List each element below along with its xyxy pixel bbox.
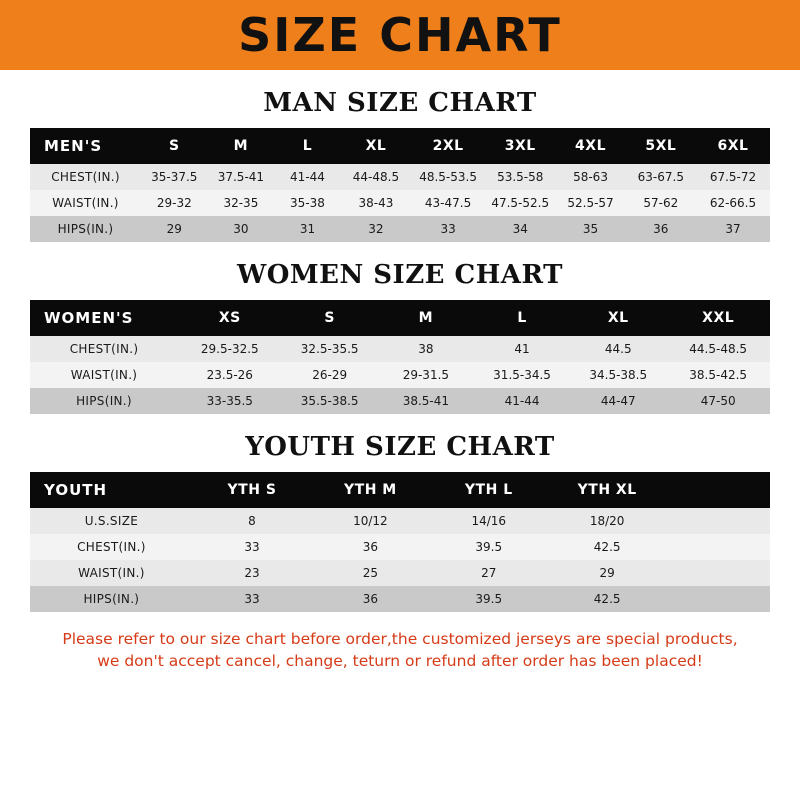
youth-chest-xl: 42.5 (548, 534, 666, 560)
youth-header-s: YTH S (193, 472, 311, 508)
men-chest-s: 35-37.5 (141, 164, 208, 190)
youth-ussize-xl: 18/20 (548, 508, 666, 534)
women-row-label-chest: CHEST(IN.) (30, 336, 178, 362)
men-section-title: MAN SIZE CHART (263, 88, 537, 118)
men-header-label: MEN'S (30, 128, 141, 164)
men-chest-3xl: 53.5-58 (485, 164, 555, 190)
table-row (30, 534, 770, 560)
table-header-row (30, 128, 770, 164)
youth-hips-xl: 42.5 (548, 586, 666, 612)
women-waist-xl: 34.5-38.5 (570, 362, 666, 388)
men-header-m: M (208, 128, 275, 164)
youth-size-table (30, 472, 770, 612)
youth-row-label-hips: HIPS(IN.) (30, 586, 193, 612)
youth-header-label: YOUTH (30, 472, 193, 508)
women-chest-l: 41 (474, 336, 570, 362)
men-waist-xl: 38-43 (341, 190, 411, 216)
youth-header-blank (666, 472, 770, 508)
women-hips-xl: 44-47 (570, 388, 666, 414)
women-hips-xxl: 47-50 (666, 388, 770, 414)
men-header-5xl: 5XL (626, 128, 696, 164)
men-header-l: L (274, 128, 341, 164)
footer-note-line-2: we don't accept cancel, change, teturn or refund after order has been placed! (97, 652, 703, 671)
youth-hips-blank (666, 586, 770, 612)
women-header-s: S (282, 300, 378, 336)
youth-waist-s: 23 (193, 560, 311, 586)
youth-chest-blank (666, 534, 770, 560)
footer-note-line-1: Please refer to our size chart before order,the customized jerseys are special products, (62, 630, 738, 648)
youth-table-wrap (0, 472, 800, 612)
men-waist-m: 32-35 (208, 190, 275, 216)
women-chest-xs: 29.5-32.5 (178, 336, 282, 362)
women-header-m: M (378, 300, 474, 336)
youth-chest-s: 33 (193, 534, 311, 560)
youth-section-title: YOUTH SIZE CHART (245, 432, 555, 462)
women-waist-m: 29-31.5 (378, 362, 474, 388)
table-row (30, 216, 770, 242)
men-header-6xl: 6XL (696, 128, 770, 164)
men-hips-s: 29 (141, 216, 208, 242)
women-section-title: WOMEN SIZE CHART (237, 260, 563, 290)
youth-waist-l: 27 (430, 560, 548, 586)
youth-row-label-chest: CHEST(IN.) (30, 534, 193, 560)
men-size-table (30, 128, 770, 242)
table-header-row (30, 300, 770, 336)
footer-note (0, 628, 800, 673)
men-waist-4xl: 52.5-57 (555, 190, 625, 216)
women-header-xxl: XXL (666, 300, 770, 336)
table-row (30, 190, 770, 216)
youth-hips-s: 33 (193, 586, 311, 612)
men-waist-5xl: 57-62 (626, 190, 696, 216)
women-row-label-hips: HIPS(IN.) (30, 388, 178, 414)
youth-header-m: YTH M (311, 472, 429, 508)
women-chest-xl: 44.5 (570, 336, 666, 362)
men-header-4xl: 4XL (555, 128, 625, 164)
women-header-label: WOMEN'S (30, 300, 178, 336)
youth-ussize-m: 10/12 (311, 508, 429, 534)
table-row (30, 336, 770, 362)
women-header-l: L (474, 300, 570, 336)
youth-ussize-s: 8 (193, 508, 311, 534)
women-waist-xxl: 38.5-42.5 (666, 362, 770, 388)
men-chest-2xl: 48.5-53.5 (411, 164, 485, 190)
table-row (30, 164, 770, 190)
youth-row-label-ussize: U.S.SIZE (30, 508, 193, 534)
men-chest-xl: 44-48.5 (341, 164, 411, 190)
men-row-label-hips: HIPS(IN.) (30, 216, 141, 242)
youth-waist-xl: 29 (548, 560, 666, 586)
table-row (30, 586, 770, 612)
men-header-s: S (141, 128, 208, 164)
women-header-xs: XS (178, 300, 282, 336)
men-header-3xl: 3XL (485, 128, 555, 164)
men-hips-m: 30 (208, 216, 275, 242)
youth-waist-m: 25 (311, 560, 429, 586)
table-row (30, 388, 770, 414)
men-chest-5xl: 63-67.5 (626, 164, 696, 190)
women-row-label-waist: WAIST(IN.) (30, 362, 178, 388)
men-waist-6xl: 62-66.5 (696, 190, 770, 216)
men-waist-s: 29-32 (141, 190, 208, 216)
women-table-wrap (0, 300, 800, 414)
men-hips-2xl: 33 (411, 216, 485, 242)
men-hips-l: 31 (274, 216, 341, 242)
table-header-row (30, 472, 770, 508)
women-waist-s: 26-29 (282, 362, 378, 388)
women-waist-xs: 23.5-26 (178, 362, 282, 388)
table-row (30, 560, 770, 586)
women-size-table (30, 300, 770, 414)
page-title: SIZE CHART (238, 8, 562, 62)
table-row (30, 508, 770, 534)
youth-row-label-waist: WAIST(IN.) (30, 560, 193, 586)
women-waist-l: 31.5-34.5 (474, 362, 570, 388)
men-chest-4xl: 58-63 (555, 164, 625, 190)
youth-header-l: YTH L (430, 472, 548, 508)
men-hips-xl: 32 (341, 216, 411, 242)
header-banner (0, 0, 800, 70)
youth-waist-blank (666, 560, 770, 586)
men-waist-3xl: 47.5-52.5 (485, 190, 555, 216)
men-hips-3xl: 34 (485, 216, 555, 242)
women-header-xl: XL (570, 300, 666, 336)
youth-ussize-l: 14/16 (430, 508, 548, 534)
men-waist-l: 35-38 (274, 190, 341, 216)
men-hips-4xl: 35 (555, 216, 625, 242)
youth-header-xl: YTH XL (548, 472, 666, 508)
men-chest-l: 41-44 (274, 164, 341, 190)
youth-chest-m: 36 (311, 534, 429, 560)
men-row-label-waist: WAIST(IN.) (30, 190, 141, 216)
men-header-2xl: 2XL (411, 128, 485, 164)
table-row (30, 362, 770, 388)
women-hips-m: 38.5-41 (378, 388, 474, 414)
women-hips-xs: 33-35.5 (178, 388, 282, 414)
women-hips-l: 41-44 (474, 388, 570, 414)
women-chest-m: 38 (378, 336, 474, 362)
men-hips-5xl: 36 (626, 216, 696, 242)
youth-ussize-blank (666, 508, 770, 534)
women-hips-s: 35.5-38.5 (282, 388, 378, 414)
youth-hips-m: 36 (311, 586, 429, 612)
men-hips-6xl: 37 (696, 216, 770, 242)
youth-chest-l: 39.5 (430, 534, 548, 560)
men-row-label-chest: CHEST(IN.) (30, 164, 141, 190)
men-waist-2xl: 43-47.5 (411, 190, 485, 216)
men-chest-6xl: 67.5-72 (696, 164, 770, 190)
women-chest-s: 32.5-35.5 (282, 336, 378, 362)
youth-hips-l: 39.5 (430, 586, 548, 612)
men-chest-m: 37.5-41 (208, 164, 275, 190)
women-chest-xxl: 44.5-48.5 (666, 336, 770, 362)
men-table-wrap (0, 128, 800, 242)
men-header-xl: XL (341, 128, 411, 164)
